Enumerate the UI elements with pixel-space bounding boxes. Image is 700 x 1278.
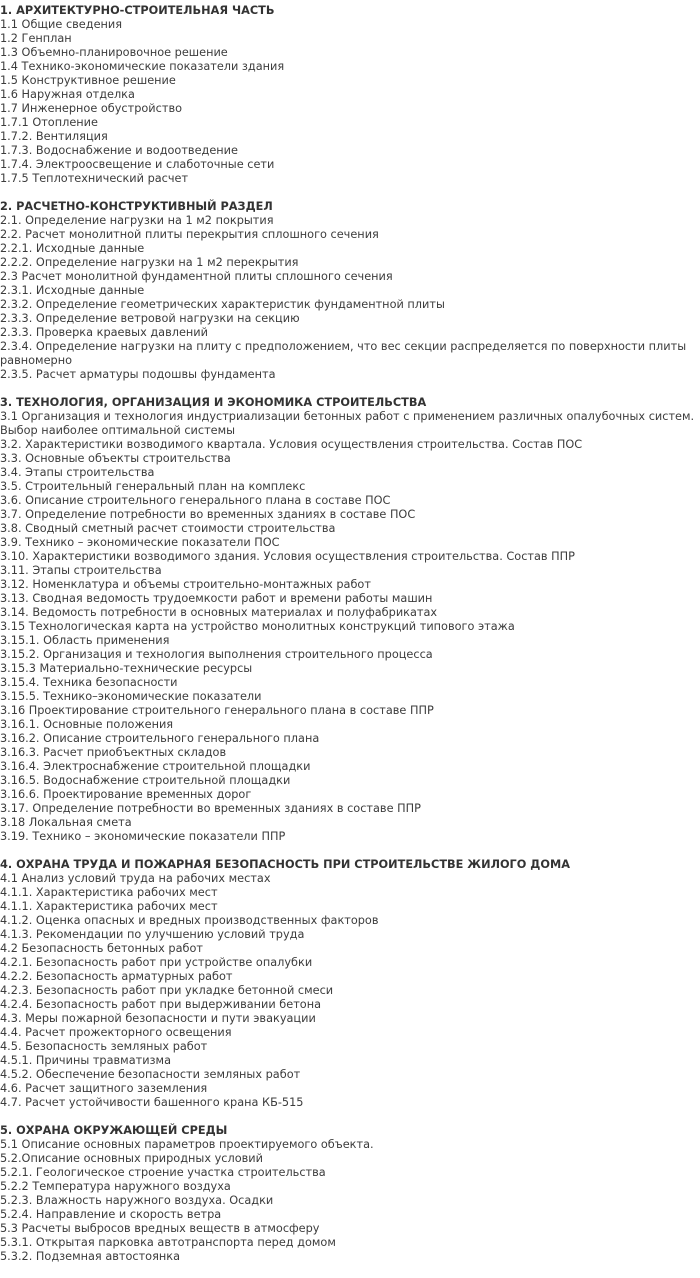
toc-item: 3.15.3 Материально-технические ресурсы [0, 662, 253, 675]
toc-item: 3.3. Основные объекты строительства [0, 452, 231, 465]
toc-item: 3.16.5. Водоснабжение строительной площадки [0, 774, 291, 787]
toc-item: 5.2.Описание основных природных условий [0, 1152, 263, 1165]
toc-item: 2.3.2. Определение геометрических характеристик фундаментной плиты [0, 298, 445, 311]
toc-item: 4.2.4. Безопасность работ при выдерживании бетона [0, 998, 322, 1011]
toc-item: 1.2 Генплан [0, 32, 72, 45]
toc-item: 3.8. Сводный сметный расчет стоимости строительства [0, 522, 336, 535]
toc-item: 1.7.4. Электроосвещение и слаботочные сети [0, 158, 275, 171]
toc-item: 3.18 Локальная смета [0, 816, 132, 829]
toc-item: 3.16.1. Основные положения [0, 718, 174, 731]
toc-item: 3.13. Сводная ведомость трудоемкости работ и времени работы машин [0, 592, 433, 605]
toc-item: 3.15.2. Организация и технология выполнения строительного процесса [0, 648, 433, 661]
toc-item: 2.3.1. Исходные данные [0, 284, 145, 297]
section-title: 2. РАСЧЕТНО-КОНСТРУКТИВНЫЙ РАЗДЕЛ [0, 200, 273, 213]
toc-item: 5.2.3. Влажность наружного воздуха. Осадки [0, 1194, 274, 1207]
toc-item: 3.15 Технологическая карта на устройство монолитных конструкций типового этажа [0, 620, 515, 633]
toc-item: 3.1 Организация и технология индустриализации бетонных работ с применением различных опалубочных систем. Выбор наиболее оптимальной системы [0, 410, 695, 437]
toc-item: 3.6. Описание строительного генерального плана в составе ПОС [0, 494, 391, 507]
toc-item: 3.16.3. Расчет приобъектных складов [0, 746, 227, 759]
toc-item: 2.2.1. Исходные данные [0, 242, 145, 255]
toc-item: 3.2. Характеристики возводимого квартала. Условия осуществления строительства. Состав ПОС [0, 438, 583, 451]
section-title: 5. ОХРАНА ОКРУЖАЮЩЕЙ СРЕДЫ [0, 1124, 228, 1137]
toc-item: 3.16.6. Проектирование временных дорог [0, 788, 252, 801]
toc-item: 3.15.1. Область применения [0, 634, 170, 647]
toc-item: 1.7 Инженерное обустройство [0, 102, 183, 115]
toc-item: 1.7.2. Вентиляция [0, 130, 108, 143]
toc-item: 1.3 Объемно-планировочное решение [0, 46, 228, 59]
toc-item: 3.4. Этапы строительства [0, 466, 155, 479]
toc-item: 5.1 Описание основных параметров проектируемого объекта. [0, 1138, 374, 1151]
toc-item: 4.1 Анализ условий труда на рабочих местах [0, 872, 271, 885]
toc-item: 4.4. Расчет прожекторного освещения [0, 1026, 232, 1039]
toc-item: 4.1.1. Характеристика рабочих мест [0, 886, 218, 899]
toc-item: 1.6 Наружная отделка [0, 88, 135, 101]
toc-item: 3.12. Номенклатура и объемы строительно-монтажных работ [0, 578, 371, 591]
toc-item: 4.2.2. Безопасность арматурных работ [0, 970, 233, 983]
toc-item: 3.16.2. Описание строительного генерального плана [0, 732, 320, 745]
toc-item: 3.14. Ведомость потребности в основных материалах и полуфабрикатах [0, 606, 438, 619]
toc-item: 3.16 Проектирование строительного генерального плана в составе ППР [0, 704, 434, 717]
toc-item: 3.5. Строительный генеральный план на комплекс [0, 480, 306, 493]
toc-item: 5.2.2 Температура наружного воздуха [0, 1180, 231, 1193]
toc-item: 3.15.5. Технико–экономические показатели [0, 690, 262, 703]
table-of-contents [0, 4, 700, 1278]
toc-item: 2.2.2. Определение нагрузки на 1 м2 перекрытия [0, 256, 299, 269]
toc-item: 3.19. Технико – экономические показатели ППР [0, 830, 286, 843]
section-title: 1. АРХИТЕКТУРНО-СТРОИТЕЛЬНАЯ ЧАСТЬ [0, 4, 275, 17]
toc-item: 4.5.1. Причины травматизма [0, 1054, 171, 1067]
toc-item: 2.3.4. Определение нагрузки на плиту с предположением, что вес секции распределяется по поверхности плиты равномерно [0, 340, 687, 367]
toc-item: 5.3.1. Открытая парковка автотранспорта перед домом [0, 1236, 336, 1249]
toc-item: 3.16.4. Электроснабжение строительной площадки [0, 760, 311, 773]
toc-section [0, 396, 700, 844]
toc-item: 4.3. Меры пожарной безопасности и пути эвакуации [0, 1012, 316, 1025]
toc-item: 3.7. Определение потребности во временных зданиях в составе ПОС [0, 508, 416, 521]
toc-section [0, 200, 700, 382]
toc-section [0, 858, 700, 1110]
toc-item: 5.2.1. Геологическое строение участка строительства [0, 1166, 326, 1179]
toc-item: 2.3.3. Определение ветровой нагрузки на секцию [0, 312, 300, 325]
toc-item: 4.7. Расчет устойчивости башенного крана КБ-515 [0, 1096, 304, 1109]
toc-item: 4.2 Безопасность бетонных работ [0, 942, 203, 955]
toc-item: 4.5.2. Обеспечение безопасности земляных работ [0, 1068, 301, 1081]
toc-item: 4.2.1. Безопасность работ при устройстве опалубки [0, 956, 313, 969]
toc-item: 3.9. Технико – экономические показатели ПОС [0, 536, 280, 549]
toc-item: 5.3 Расчеты выбросов вредных веществ в атмосферу [0, 1222, 320, 1235]
section-title: 4. ОХРАНА ТРУДА И ПОЖАРНАЯ БЕЗОПАСНОСТЬ ПРИ СТРОИТЕЛЬСТВЕ ЖИЛОГО ДОМА [0, 858, 570, 871]
toc-section [0, 4, 700, 186]
toc-section [0, 1124, 700, 1264]
toc-item: 4.1.1. Характеристика рабочих мест [0, 900, 218, 913]
toc-item: 4.1.2. Оценка опасных и вредных производственных факторов [0, 914, 379, 927]
toc-item: 1.4 Технико-экономические показатели здания [0, 60, 285, 73]
toc-item: 1.5 Конструктивное решение [0, 74, 176, 87]
toc-item: 1.7.3. Водоснабжение и водоотведение [0, 144, 238, 157]
section-title: 3. ТЕХНОЛОГИЯ, ОРГАНИЗАЦИЯ И ЭКОНОМИКА СТРОИТЕЛЬСТВА [0, 396, 427, 409]
toc-item: 1.1 Общие сведения [0, 18, 123, 31]
toc-item: 4.5. Безопасность земляных работ [0, 1040, 208, 1053]
toc-item: 3.11. Этапы строительства [0, 564, 162, 577]
toc-item: 2.3 Расчет монолитной фундаментной плиты сплошного сечения [0, 270, 393, 283]
toc-item: 2.2. Расчет монолитной плиты перекрытия сплошного сечения [0, 228, 379, 241]
toc-item: 1.7.5 Теплотехнический расчет [0, 172, 189, 185]
toc-item: 3.17. Определение потребности во временных зданиях в составе ППР [0, 802, 421, 815]
toc-item: 2.1. Определение нагрузки на 1 м2 покрытия [0, 214, 274, 227]
toc-item: 3.15.4. Техника безопасности [0, 676, 178, 689]
toc-item: 1.7.1 Отопление [0, 116, 98, 129]
toc-item: 2.3.5. Расчет арматуры подошвы фундамента [0, 368, 276, 381]
toc-item: 5.2.4. Направление и скорость ветра [0, 1208, 222, 1221]
toc-item: 5.3.2. Подземная автостоянка [0, 1250, 181, 1263]
toc-item: 3.10. Характеристики возводимого здания. Условия осуществления строительства. Состав ППР [0, 550, 575, 563]
toc-item: 4.1.3. Рекомендации по улучшению условий труда [0, 928, 305, 941]
toc-item: 2.3.3. Проверка краевых давлений [0, 326, 208, 339]
toc-item: 4.6. Расчет защитного заземления [0, 1082, 208, 1095]
toc-item: 4.2.3. Безопасность работ при укладке бетонной смеси [0, 984, 334, 997]
